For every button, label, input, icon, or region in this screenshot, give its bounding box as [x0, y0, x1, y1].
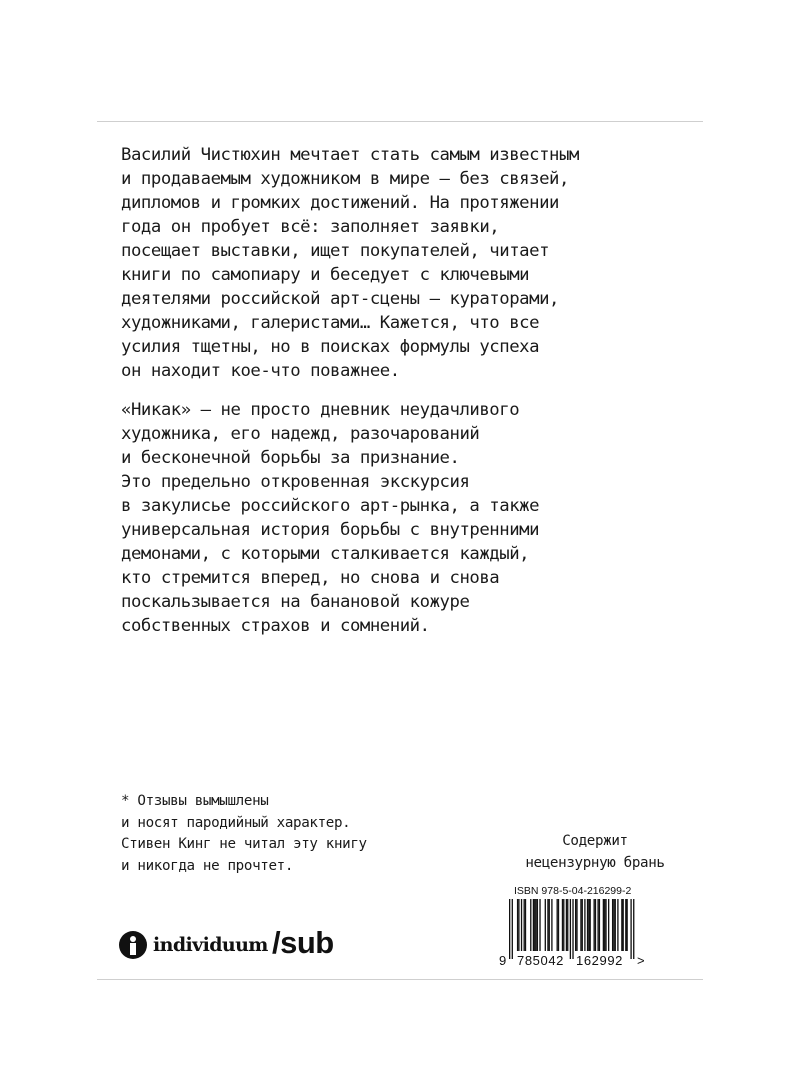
text-line: усилия тщетны, но в поисках формулы успеха	[121, 337, 540, 357]
barcode-bar	[595, 899, 596, 951]
barcode-bar	[593, 899, 594, 951]
barcode-bar	[509, 899, 510, 959]
barcode-bar	[612, 899, 613, 951]
barcode-bar	[533, 899, 534, 951]
barcode-bar	[626, 899, 627, 951]
footnote-line: * Отзывы вымышлены	[121, 793, 269, 809]
individuum-logo	[119, 931, 279, 961]
info-circle-icon	[119, 931, 147, 959]
footnote-line: и носят пародийный характер.	[121, 814, 351, 831]
barcode-right-digits: 162992	[576, 953, 623, 967]
footnote	[121, 791, 461, 877]
barcode-bar	[563, 899, 564, 951]
barcode-bars	[509, 899, 634, 959]
barcode-bar	[597, 899, 598, 951]
barcode-bar	[524, 899, 525, 951]
isbn-label: ISBN 978-5-04-216299-2	[514, 885, 632, 897]
barcode-bar	[633, 899, 634, 959]
content-warning	[470, 831, 720, 874]
text-line: он находит кое-что поважнее.	[121, 361, 400, 381]
text-line: художника, его надежд, разочарований	[121, 424, 480, 444]
text-line: кто стремится вперед, но снова и снова	[121, 568, 500, 588]
barcode-left-digits: 785042	[517, 953, 564, 967]
text-line: книги по самопиару и беседует с ключевыми	[121, 265, 530, 285]
barcode-bar	[517, 899, 518, 951]
text-line: в закулисье российского арт-рынка, а также	[121, 496, 540, 516]
text-line: посещает выставки, ищет покупателей, читает	[121, 241, 550, 261]
text-line: Василий Чистюхин мечтает стать самым известным	[121, 145, 579, 165]
barcode-bar	[603, 899, 604, 951]
barcode-bar	[535, 899, 536, 951]
barcode-bar	[599, 899, 600, 951]
barcode-bar	[549, 899, 550, 951]
warning-line: нецензурную брань	[525, 854, 665, 871]
barcode-bar	[525, 899, 526, 951]
text-line: года он пробует всё: заполняет заявки,	[121, 217, 500, 237]
barcode-first-digit: 9	[499, 953, 507, 967]
barcode-bar	[539, 899, 540, 951]
barcode-bar	[512, 899, 513, 959]
barcode-bar	[590, 899, 591, 951]
warning-line: Содержит	[562, 833, 628, 849]
description-paragraph-2	[121, 398, 681, 638]
barcode-bar	[521, 899, 522, 951]
barcode-bar	[534, 899, 535, 951]
barcode-bar	[582, 899, 583, 951]
barcode-bar	[605, 899, 606, 951]
text-line: универсальная история борьбы с внутренними	[121, 520, 540, 540]
barcode-bar	[518, 899, 519, 951]
barcode-bar	[547, 899, 548, 951]
text-line: собственных страхов и сомнений.	[121, 616, 430, 636]
footnote-line: и никогда не прочтет.	[121, 857, 294, 874]
text-line: поскальзывается на банановой кожуре	[121, 592, 470, 612]
text-line: и бесконечной борьбы за признание.	[121, 448, 460, 468]
barcode-bar	[621, 899, 622, 951]
footnote-line: Стивен Кинг не читал эту книгу	[121, 836, 367, 852]
barcode-bar	[584, 899, 585, 951]
barcode-bar	[613, 899, 614, 951]
top-divider	[97, 121, 703, 122]
sub-logo: /sub	[272, 925, 334, 960]
barcode-bar	[630, 899, 631, 959]
barcode-bar	[608, 899, 609, 951]
text-line: художниками, галеристами… Кажется, что все	[121, 313, 540, 333]
barcode-bar	[567, 899, 568, 951]
barcode-bar	[617, 899, 618, 951]
barcode-bar	[576, 899, 577, 951]
barcode-bar	[530, 899, 531, 951]
isbn-barcode	[497, 899, 647, 967]
barcode-bar	[551, 899, 552, 951]
barcode-bar	[570, 899, 571, 959]
barcode-bar	[625, 899, 626, 951]
text-line: демонами, с которыми сталкивается каждый,	[121, 544, 530, 564]
barcode-bar	[604, 899, 605, 951]
barcode-quiet-zone-mark: >	[637, 953, 645, 967]
individuum-wordmark: individuum	[153, 934, 268, 956]
barcode-bar	[587, 899, 588, 951]
barcode-bar	[537, 899, 538, 951]
barcode-bar	[557, 899, 558, 951]
text-line: деятелями российской арт-сцены — кураторами,	[121, 289, 559, 309]
barcode-bar	[572, 899, 573, 959]
barcode-bar	[623, 899, 624, 951]
barcode-bar	[615, 899, 616, 951]
barcode-bar	[580, 899, 581, 951]
description-paragraph-1	[121, 143, 681, 383]
text-line: «Никак» — не просто дневник неудачливого	[121, 400, 520, 420]
text-line: дипломов и громких достижений. На протяжении	[121, 193, 559, 213]
bottom-divider	[97, 979, 703, 980]
barcode-bar	[545, 899, 546, 951]
text-line: Это предельно откровенная экскурсия	[121, 472, 470, 492]
barcode-bar	[558, 899, 559, 951]
barcode-bar	[566, 899, 567, 951]
barcode-bar	[562, 899, 563, 951]
barcode-bar	[575, 899, 576, 951]
barcode-bar	[588, 899, 589, 951]
text-line: и продаваемым художником в мире — без связей,	[121, 169, 569, 189]
